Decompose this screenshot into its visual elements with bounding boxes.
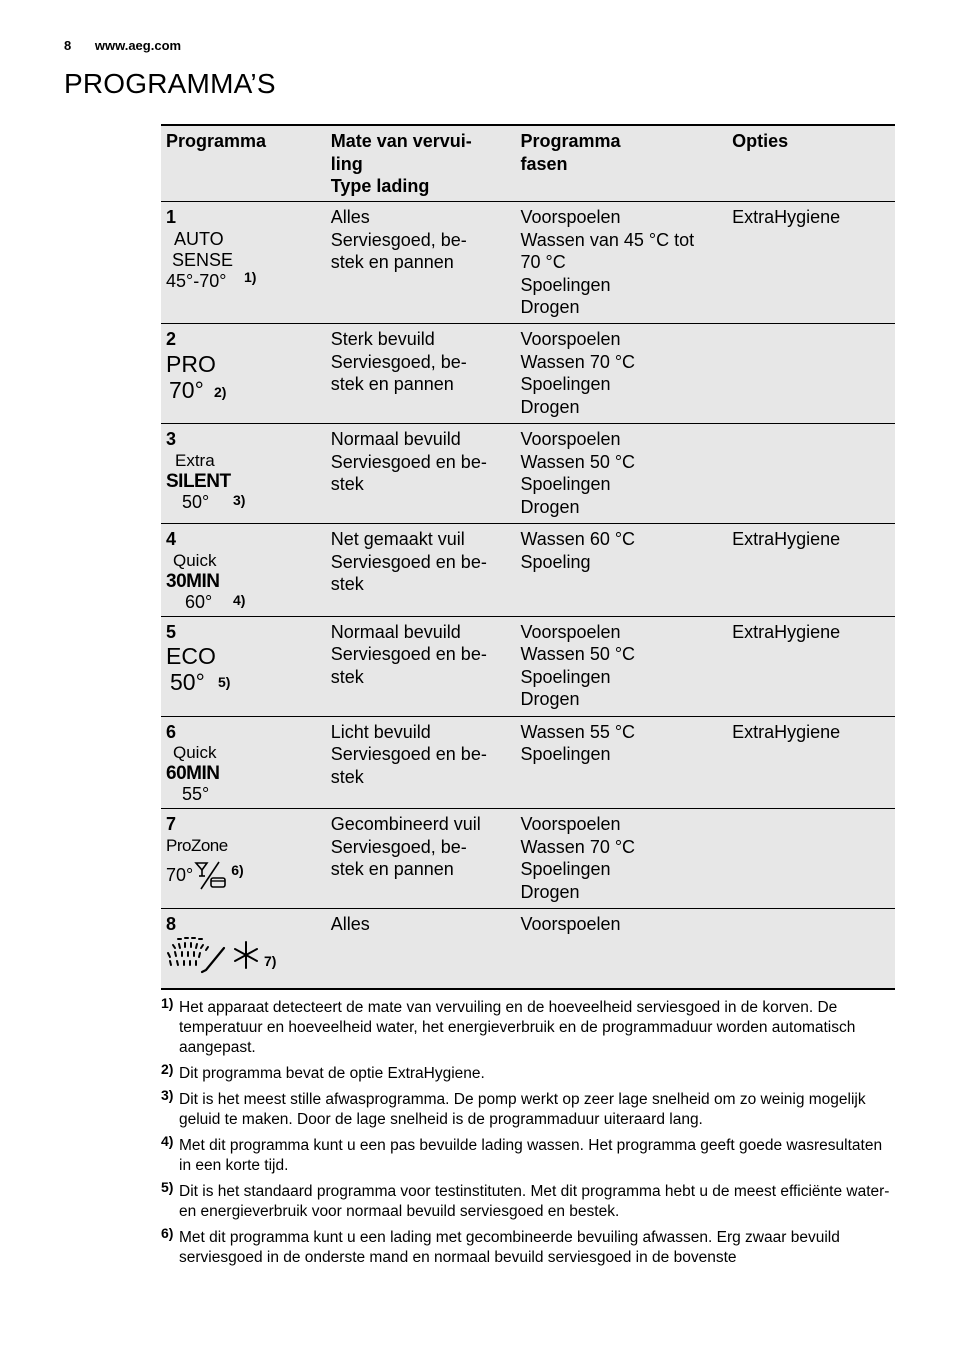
- footnote: [161, 995, 895, 1058]
- table-row: [161, 424, 895, 524]
- options-cell: ExtraHygiene: [727, 616, 895, 716]
- cell-line: Drogen: [520, 689, 580, 709]
- table-row: [161, 616, 895, 716]
- program-number: 1: [166, 207, 177, 227]
- header-programma: [161, 125, 326, 202]
- symbol-line: 45°-70°: [166, 270, 227, 291]
- cell-line: Licht bevuild: [330, 721, 431, 742]
- table-header-row: [161, 125, 895, 202]
- footnote: [161, 1179, 895, 1222]
- cell-line: Voorspoelen: [520, 429, 621, 449]
- symbol-line: 30MIN: [166, 570, 220, 592]
- footnotes: [161, 995, 895, 1274]
- options-cell: ExtraHygiene: [727, 202, 895, 324]
- phases-cell: [515, 524, 727, 617]
- symbol-line: SENSE: [172, 249, 234, 270]
- program-cell: [161, 809, 326, 909]
- footnote-ref: 7): [264, 953, 277, 970]
- footnote: [161, 1087, 895, 1130]
- cell-line: Serviesgoed en be-: [330, 744, 487, 764]
- phases-cell: [515, 716, 727, 809]
- program-number: 4: [166, 529, 177, 549]
- footnote-mark: 2): [161, 1061, 174, 1077]
- footnote-ref: 3): [233, 491, 246, 508]
- quick-30min-symbol: [166, 551, 321, 613]
- cell-line: Alles: [330, 207, 370, 227]
- cell-line: Voorspoelen: [520, 914, 621, 934]
- symbol-line: 60MIN: [166, 763, 220, 784]
- symbol-line: 50°: [182, 491, 210, 512]
- footnote: [161, 1133, 895, 1176]
- cell-line: Voorspoelen: [520, 621, 621, 642]
- cell-line: Spoelingen: [520, 666, 611, 687]
- cell-line: Wassen 70 °C: [520, 836, 636, 857]
- footnote-text: Dit is het meest stille afwasprogramma. De pomp werkt op zeer lage snelheid om zo weinig mogelijk geluid te maken. Door de lage snelheid is de programmaduur uiteraard lang.: [179, 1091, 866, 1128]
- cell-line: Net gemaakt vuil: [330, 529, 465, 549]
- symbol-line: 50°: [170, 669, 205, 695]
- options-cell: [727, 424, 895, 524]
- cell-line: Normaal bevuild: [330, 429, 461, 449]
- cell-line: Wassen 60 °C: [520, 529, 636, 549]
- footnote-ref: 6): [231, 862, 244, 879]
- table-row: [161, 909, 895, 989]
- cell-line: Spoelingen: [520, 744, 611, 764]
- prewash-symbol: [166, 936, 321, 976]
- website-url: www.aeg.com: [94, 38, 182, 53]
- symbol-line: 55°: [182, 784, 210, 804]
- footnote-text: Dit programma bevat de optie ExtraHygiene.: [179, 1065, 485, 1082]
- options-cell: [727, 809, 895, 909]
- footnote-ref: 1): [244, 268, 257, 285]
- soiling-cell: [326, 716, 516, 809]
- header-line: Type lading: [330, 176, 430, 196]
- cell-line: Serviesgoed en be-: [330, 551, 487, 572]
- auto-sense-symbol: [166, 229, 321, 292]
- cell-line: Serviesgoed en be-: [330, 451, 487, 472]
- footnote-ref: 2): [214, 383, 227, 400]
- cell-line: Drogen: [520, 881, 580, 902]
- program-cell: [161, 716, 326, 809]
- program-number: 5: [166, 621, 177, 642]
- symbol-line: ProZone: [166, 835, 228, 855]
- cell-line: Voorspoelen: [520, 814, 621, 834]
- cell-line: Wassen 55 °C: [520, 721, 636, 742]
- cell-line: 70 °C: [520, 252, 566, 272]
- footnote-ref: 4): [233, 591, 246, 608]
- cell-line: Spoelingen: [520, 274, 611, 295]
- symbol-line: ECO: [166, 643, 216, 669]
- phases-cell: [515, 424, 727, 524]
- footnote-text: Dit is het standaard programma voor testinstituten. Met dit programma hebt u de meest efficiënte water- en energieverbruik voor normaal bevuild serviesgoed en bestek.: [179, 1183, 890, 1220]
- table-row: [161, 716, 895, 809]
- program-cell: [161, 324, 326, 424]
- cell-line: Serviesgoed, be-: [330, 229, 467, 250]
- phases-cell: [515, 809, 727, 909]
- cell-line: Sterk bevuild: [330, 329, 435, 349]
- cell-line: Serviesgoed en be-: [330, 644, 487, 664]
- program-number: 6: [166, 721, 177, 742]
- cell-line: stek: [330, 666, 364, 687]
- page-number: 8: [64, 38, 72, 53]
- soiling-cell: [326, 424, 516, 524]
- cell-line: Spoelingen: [520, 474, 611, 494]
- header-soiling: [326, 125, 516, 202]
- rinse-and-hold-icon: [166, 936, 262, 976]
- cell-line: stek: [330, 766, 364, 787]
- program-number: 3: [166, 429, 177, 449]
- prozone-basket-icon: [193, 859, 229, 893]
- page-header: [64, 38, 181, 53]
- table-row: [161, 202, 895, 324]
- symbol-line: Quick: [173, 743, 217, 762]
- soiling-cell: [326, 324, 516, 424]
- pro-symbol: [166, 351, 321, 403]
- symbol-line: 60°: [185, 591, 213, 612]
- header-line: Opties: [732, 131, 789, 151]
- header-phases: [515, 125, 727, 202]
- program-cell: [161, 909, 326, 989]
- header-line: Programma: [520, 131, 621, 151]
- cell-line: Drogen: [520, 496, 580, 517]
- symbol-line: PRO: [166, 350, 216, 377]
- footnote: [161, 1225, 895, 1268]
- symbol-line: Quick: [173, 550, 217, 570]
- cell-line: Voorspoelen: [520, 329, 621, 349]
- prozone-symbol: [166, 836, 321, 896]
- table-row: [161, 324, 895, 424]
- footnote-text: Met dit programma kunt u een pas bevuilde lading wassen. Het programma geeft goede wasresultaten in een korte tijd.: [179, 1137, 883, 1174]
- program-cell: [161, 616, 326, 716]
- phases-cell: [515, 616, 727, 716]
- phases-cell: [515, 202, 727, 324]
- cell-line: Wassen 50 °C: [520, 644, 636, 664]
- quick-60min-symbol: [166, 743, 321, 805]
- phases-cell: [515, 324, 727, 424]
- cell-line: Drogen: [520, 396, 580, 417]
- extra-silent-symbol: [166, 451, 321, 513]
- cell-line: Gecombineerd vuil: [330, 814, 481, 834]
- symbol-line: AUTO: [174, 228, 224, 249]
- symbol-line: 70°: [166, 865, 194, 886]
- options-cell: ExtraHygiene: [727, 716, 895, 809]
- cell-line: stek: [330, 574, 364, 594]
- header-line: ling: [330, 153, 363, 174]
- header-options: [727, 125, 895, 202]
- soiling-cell: [326, 616, 516, 716]
- program-cell: [161, 202, 326, 324]
- options-cell: [727, 324, 895, 424]
- program-number: 2: [166, 329, 177, 349]
- phases-cell: [515, 909, 727, 989]
- soiling-cell: [326, 202, 516, 324]
- cell-line: Spoeling: [520, 551, 591, 572]
- symbol-line: 70°: [169, 376, 204, 403]
- cell-line: Alles: [330, 914, 370, 934]
- cell-line: Wassen van 45 °C tot: [520, 229, 695, 250]
- footnote-text: Met dit programma kunt u een lading met gecombineerde bevuiling afwassen. Erg zwaar bevuild serviesgoed in de onderste mand en normaal bevuild serviesgoed in de bovenste: [179, 1229, 840, 1266]
- prozone-temp-row: [166, 856, 321, 896]
- cell-line: stek: [330, 474, 364, 494]
- page-title: PROGRAMMA’S: [64, 68, 276, 99]
- cell-line: stek en pannen: [330, 252, 454, 272]
- soiling-cell: [326, 524, 516, 617]
- program-cell: [161, 424, 326, 524]
- program-number: 8: [166, 914, 177, 934]
- cell-line: Spoelingen: [520, 374, 611, 394]
- soiling-cell: [326, 909, 516, 989]
- header-line: fasen: [520, 153, 568, 174]
- cell-line: stek en pannen: [330, 374, 454, 394]
- table-row: [161, 524, 895, 617]
- program-number: 7: [166, 814, 177, 834]
- footnote-mark: 3): [161, 1087, 174, 1103]
- footnote-mark: 1): [161, 995, 174, 1011]
- footnote-mark: 6): [161, 1225, 174, 1241]
- footnote-mark: 5): [161, 1179, 174, 1195]
- cell-line: Wassen 50 °C: [520, 451, 636, 472]
- soiling-cell: [326, 809, 516, 909]
- footnote-mark: 4): [161, 1133, 174, 1149]
- symbol-line: Extra: [175, 450, 215, 470]
- cell-line: Serviesgoed, be-: [330, 836, 467, 857]
- footnote: [161, 1061, 895, 1084]
- program-cell: [161, 524, 326, 617]
- cell-line: Serviesgoed, be-: [330, 351, 467, 372]
- header-line: Programma: [166, 131, 267, 151]
- header-line: Mate van vervui-: [330, 131, 472, 151]
- cell-line: Drogen: [520, 297, 580, 317]
- cell-line: stek en pannen: [330, 859, 454, 879]
- table-row: [161, 809, 895, 909]
- options-cell: [727, 909, 895, 989]
- cell-line: Spoelingen: [520, 859, 611, 879]
- eco-symbol: [166, 643, 321, 695]
- cell-line: Wassen 70 °C: [520, 351, 636, 372]
- options-cell: ExtraHygiene: [727, 524, 895, 617]
- footnote-ref: 5): [218, 674, 231, 690]
- programs-table: [161, 124, 895, 990]
- footnote-text: Het apparaat detecteert de mate van vervuiling en de hoeveelheid serviesgoed in de korven. De temperatuur en hoeveelheid water, het energieverbruik en de programmaduur worden automatisch aangepast.: [179, 999, 856, 1056]
- cell-line: Voorspoelen: [520, 207, 621, 227]
- symbol-line: SILENT: [166, 470, 231, 492]
- cell-line: Normaal bevuild: [330, 621, 461, 642]
